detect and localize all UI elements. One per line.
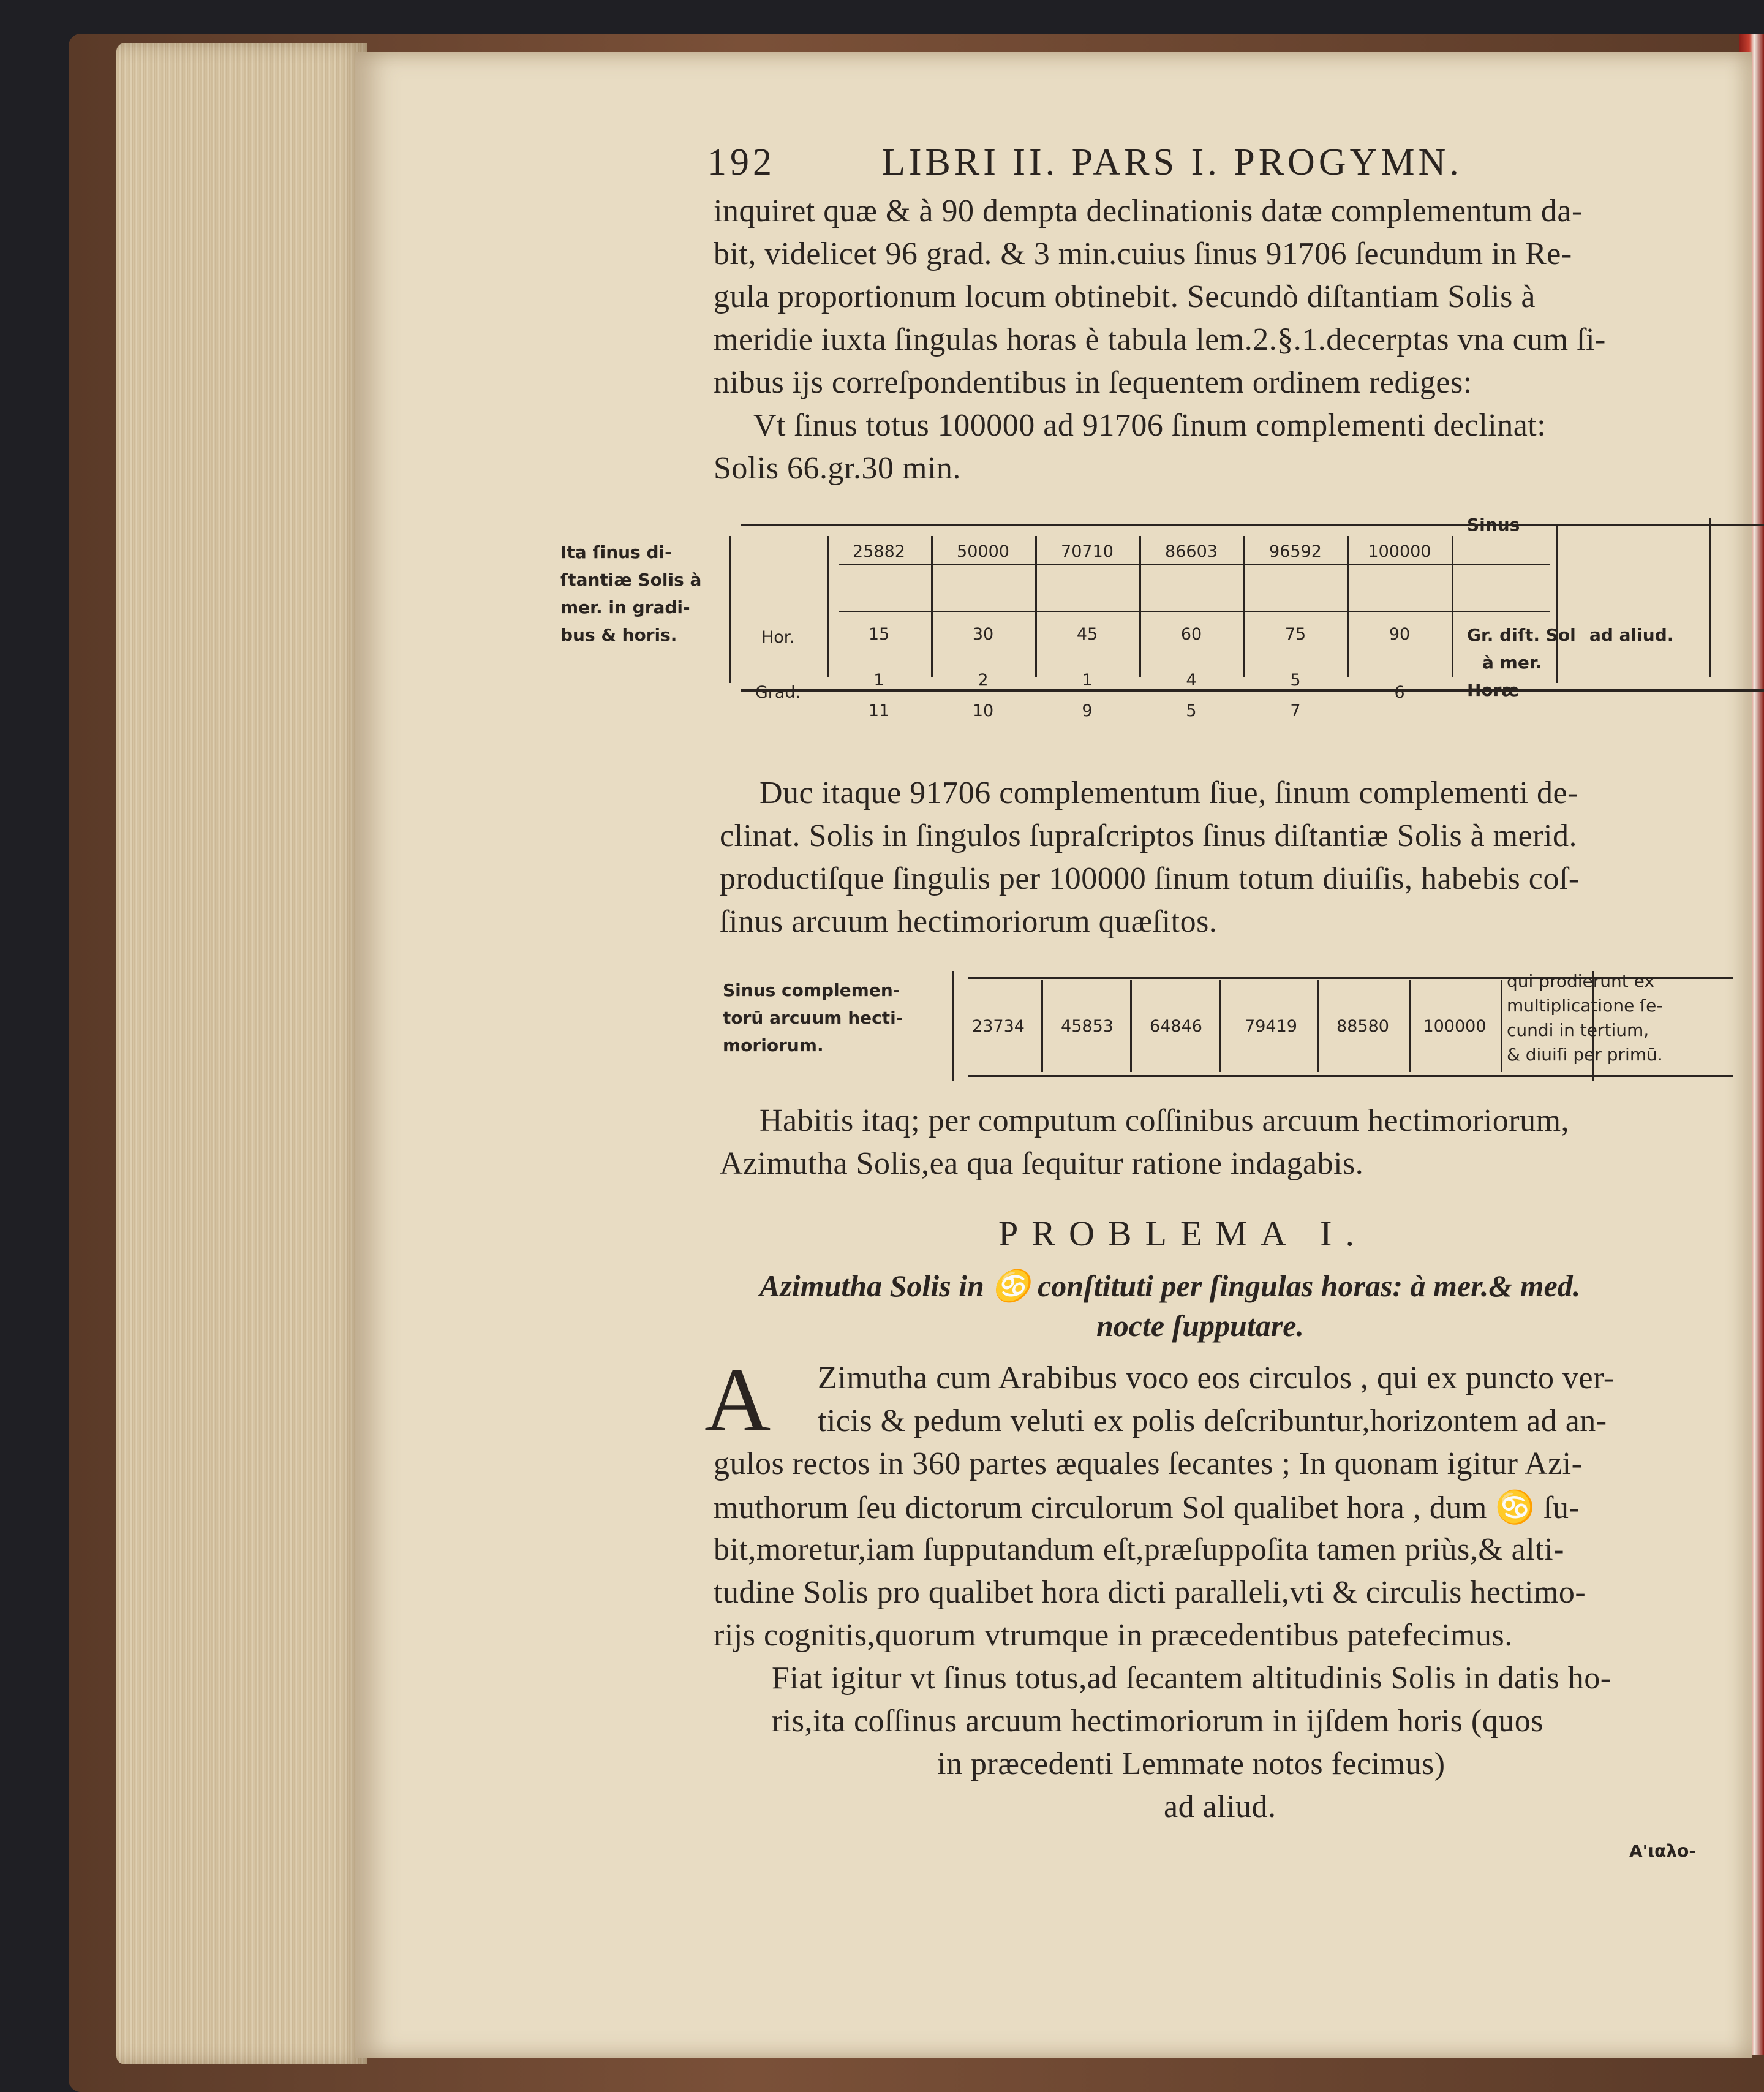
table-rule — [1348, 536, 1349, 677]
intro-line: Vt ſinus totus 100000 ad 91706 ſinum complementi declinat: — [753, 408, 1547, 443]
problem-line: tudine Solis pro qualibet hora dicti paralleli,vti & circulis hectimo- — [714, 1575, 1586, 1610]
grad-cell: 5 — [1186, 701, 1197, 720]
table-rule — [729, 536, 731, 683]
hor-cell: 15 — [868, 625, 890, 644]
problem-line: rijs cognitis,quorum vtrumque in præcedentibus patefecimus. — [714, 1618, 1513, 1653]
intro-line: Solis 66.gr.30 min. — [714, 451, 961, 486]
cosinus-cell: 88580 — [1336, 1017, 1389, 1036]
table2-note: qui prodierunt ex — [1507, 971, 1654, 991]
table-rule — [968, 1075, 1733, 1077]
cosinus-cell: 100000 — [1423, 1017, 1487, 1036]
problem-subtitle: nocte ſupputare. — [1096, 1308, 1304, 1343]
table-rule — [741, 524, 1764, 526]
catchword: A'ιαλο- — [1629, 1841, 1696, 1861]
table-rule — [839, 564, 1550, 565]
middle-line: ſinus arcuum hectimoriorum quæſitos. — [720, 904, 1218, 939]
table1-caption: mer. in gradi- — [560, 597, 690, 617]
grad-cell: 1 — [873, 671, 884, 690]
hor-cell: 45 — [1076, 625, 1098, 644]
intro-line: nibus ijs correſpondentibus in ſequentem ordinem rediges: — [714, 365, 1472, 400]
table1-caption: ſtantiæ Solis à — [560, 570, 702, 590]
page-number: 192 — [707, 142, 775, 183]
table1-label-sinus: Sinus — [1467, 515, 1520, 535]
intro-line: bit, videlicet 96 grad. & 3 min.cuius ſinus 91706 ſecundum in Re- — [714, 236, 1572, 271]
after-table-line: Azimutha Solis,ea qua ſequitur ratione indagabis. — [720, 1146, 1364, 1181]
table-rule — [1501, 980, 1502, 1072]
book-page — [355, 52, 1752, 2058]
grad-cell: 9 — [1082, 701, 1093, 720]
cosinus-cell: 79419 — [1245, 1017, 1297, 1036]
drop-cap: A — [704, 1349, 771, 1451]
sinus-cell: 86603 — [1165, 542, 1218, 561]
table1-label-grad: Gr. diſt. Sol — [1467, 625, 1576, 645]
hor-cell: 60 — [1180, 625, 1202, 644]
sinus-cell: 70710 — [1061, 542, 1114, 561]
table-rule — [1709, 518, 1711, 677]
table2-caption: moriorum. — [723, 1035, 824, 1055]
after-table-line: Habitis itaq; per computum coſſinibus arcuum hectimoriorum, — [760, 1103, 1570, 1138]
problem-line: ris,ita coſſinus arcuum hectimoriorum in ijſdem horis (quos — [772, 1704, 1544, 1739]
table2-caption: Sinus complemen- — [723, 980, 900, 1000]
sinus-cell: 25882 — [853, 542, 905, 561]
table-rule — [1556, 524, 1558, 683]
table2-note: & diuiſi per primū. — [1507, 1044, 1663, 1065]
grad-cell: 1 — [1082, 671, 1093, 690]
hor-cell: 30 — [972, 625, 994, 644]
table1-label-horae: Horæ — [1467, 680, 1520, 700]
table-rule — [931, 536, 933, 677]
problem-line: in præcedenti Lemmate notos fecimus) — [937, 1746, 1446, 1781]
grad-label: Grad. — [755, 683, 801, 702]
problem-subtitle: Azimutha Solis in ♋ conſtituti per ſingulas horas: à mer.& med. — [760, 1269, 1581, 1303]
table-rule — [1452, 536, 1453, 677]
table1-label-amer: à mer. — [1482, 652, 1542, 673]
problem-line: ad aliud. — [1164, 1789, 1276, 1824]
table-rule — [1243, 536, 1245, 677]
sinus-cell: 50000 — [957, 542, 1009, 561]
table2-caption: torū arcuum hecti- — [723, 1008, 903, 1028]
cosinus-cell: 64846 — [1150, 1017, 1202, 1036]
grad-cell: 10 — [972, 701, 994, 720]
grad-cell: 5 — [1290, 671, 1301, 690]
table1-ad-aliud: ad aliud. — [1589, 625, 1674, 645]
running-head-title: LIBRI II. PARS I. PROGYMN. — [882, 142, 1463, 183]
problem-line: bit,moretur,iam ſupputandum eſt,præſuppoſita tamen priùs,& alti- — [714, 1532, 1564, 1567]
intro-line: meridie iuxta ſingulas horas è tabula lem.2.§.1.decerptas vna cum ſi- — [714, 322, 1606, 357]
grad-cell: 7 — [1290, 701, 1301, 720]
table-rule — [827, 536, 829, 677]
problem-line: muthorum ſeu dictorum circulorum Sol qualibet hora , dum ♋ ſu- — [714, 1490, 1580, 1525]
cosinus-cell: 45853 — [1061, 1017, 1114, 1036]
cosinus-cell: 23734 — [972, 1017, 1025, 1036]
middle-line: clinat. Solis in ſingulos ſupraſcriptos ſinus diſtantiæ Solis à merid. — [720, 818, 1577, 853]
intro-line: inquiret quæ & à 90 dempta declinationis datæ complementum da- — [714, 194, 1583, 228]
grad-cell: 4 — [1186, 671, 1197, 690]
problem-heading: PROBLEMA I. — [998, 1214, 1368, 1253]
problem-line: gulos rectos in 360 partes æquales ſecantes ; In quonam igitur Azi- — [714, 1446, 1583, 1481]
middle-line: Duc itaque 91706 complementum ſiue, ſinum complementi de- — [760, 776, 1578, 810]
middle-line: productiſque ſingulis per 100000 ſinum totum diuiſis, habebis coſ- — [720, 861, 1580, 896]
page-edges — [116, 43, 368, 2064]
table-rule — [1139, 536, 1141, 677]
hor-label: Hor. — [761, 628, 795, 647]
problem-line: ticis & pedum veluti ex polis deſcribuntur,horizontem ad an- — [818, 1403, 1607, 1438]
sinus-cell: 96592 — [1269, 542, 1322, 561]
table2-note: cundi in tertium, — [1507, 1020, 1649, 1040]
table-rule — [1035, 536, 1037, 677]
problem-line: Fiat igitur vt ſinus totus,ad ſecantem altitudinis Solis in datis ho- — [772, 1661, 1611, 1696]
table-rule — [839, 611, 1550, 612]
table1-caption: bus & horis. — [560, 625, 677, 645]
hor-cell: 75 — [1284, 625, 1306, 644]
grad-cell: 11 — [868, 701, 890, 720]
hor-cell: 90 — [1389, 625, 1411, 644]
problem-line: Zimutha cum Arabibus voco eos circulos , qui ex puncto ver- — [818, 1361, 1615, 1395]
grad-cell: 6 — [1394, 683, 1405, 702]
sinus-cell: 100000 — [1368, 542, 1431, 561]
grad-cell: 2 — [978, 671, 989, 690]
table2-note: multiplicatione ſe- — [1507, 995, 1663, 1016]
table1-caption: Ita ſinus di- — [560, 542, 672, 562]
intro-line: gula proportionum locum obtinebit. Secundò diſtantiam Solis à — [714, 279, 1536, 314]
